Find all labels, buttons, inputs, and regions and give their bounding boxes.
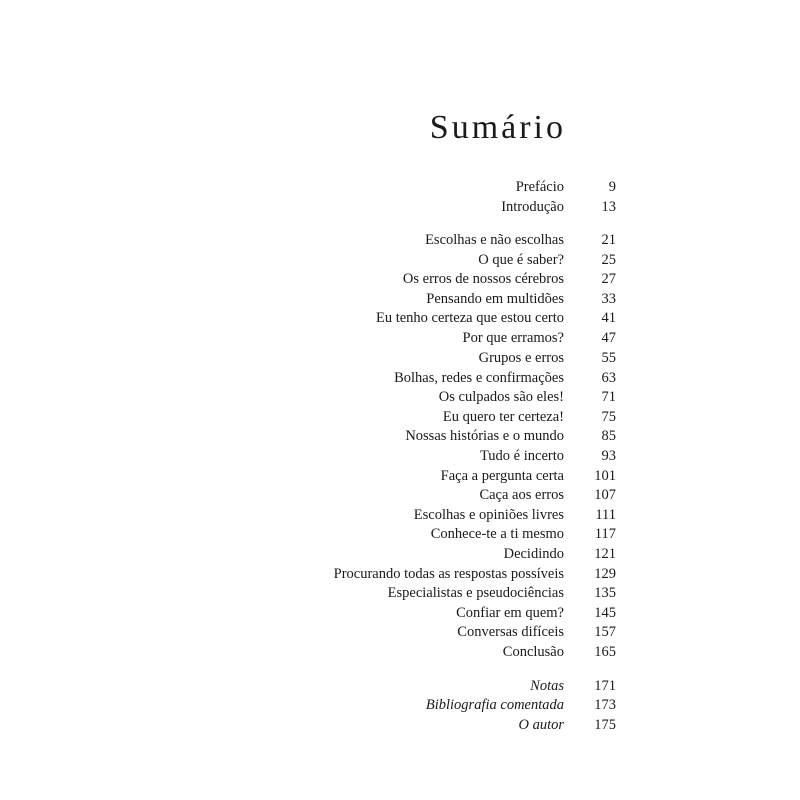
toc-entry-page: 47 [601, 329, 616, 346]
toc-entry [300, 603, 616, 623]
toc-entry-page: 33 [601, 290, 616, 307]
toc-entry-title: Tudo é incerto [479, 447, 564, 464]
toc-entry-title: O que é saber? [478, 251, 564, 268]
toc-entry-page: 101 [594, 467, 616, 484]
toc-entry-page: 41 [601, 309, 616, 326]
toc-entry-title: Notas [530, 677, 564, 694]
toc-entry-page: 107 [594, 486, 616, 503]
toc-entry-title: Faça a pergunta certa [440, 467, 564, 484]
toc-entry-title: Prefácio [515, 178, 564, 195]
toc-entry-title: Escolhas e opiniões livres [413, 506, 564, 523]
toc-entry [300, 250, 616, 270]
toc-entry-page: 121 [594, 545, 616, 562]
toc-entry [300, 505, 616, 525]
toc-entry [300, 308, 616, 328]
toc-entry-page: 175 [594, 716, 616, 733]
toc-entry-title: Nossas histórias e o mundo [405, 427, 564, 444]
toc-entry-page: 157 [594, 623, 616, 640]
toc-entry-title: O autor [518, 716, 564, 733]
toc-entry-title: Bolhas, redes e confirmações [394, 369, 564, 386]
toc-entry [300, 446, 616, 466]
toc-entry [300, 524, 616, 544]
toc-entry [300, 230, 616, 250]
toc-entry-page: 63 [601, 369, 616, 386]
toc-entry [300, 695, 616, 715]
toc-entry [300, 348, 616, 368]
toc-entry [300, 197, 616, 217]
toc-entry [300, 715, 616, 735]
toc-entry-page: 165 [594, 643, 616, 660]
toc-entry-page: 145 [594, 604, 616, 621]
toc-entry-page: 75 [601, 408, 616, 425]
toc-entry [300, 177, 616, 197]
toc-entry-page: 21 [601, 231, 616, 248]
toc-entry-title: Pensando em multidões [426, 290, 564, 307]
toc-entry-page: 9 [608, 178, 616, 195]
toc-entry-page: 13 [601, 198, 616, 215]
toc-entry-title: Confiar em quem? [456, 604, 564, 621]
toc-entry-title: Grupos e erros [478, 349, 564, 366]
toc-entry [300, 426, 616, 446]
toc-entry [300, 485, 616, 505]
toc-entry-title: Procurando todas as respostas possíveis [333, 565, 564, 582]
toc-entry-page: 135 [594, 584, 616, 601]
toc-entry [300, 466, 616, 486]
toc-entry-title: Por que erramos? [462, 329, 564, 346]
toc-entry [300, 387, 616, 407]
toc-entry-title: Conversas difíceis [457, 623, 564, 640]
toc-entry-title: Eu quero ter certeza! [442, 408, 564, 425]
toc-entry [300, 269, 616, 289]
toc-entry-title: Os erros de nossos cérebros [402, 270, 564, 287]
toc-entry-page: 117 [594, 525, 616, 542]
toc-entry [300, 289, 616, 309]
toc-entry-title: Introdução [501, 198, 564, 215]
toc-entry-page: 171 [594, 677, 616, 694]
toc-entry-page: 27 [601, 270, 616, 287]
toc-entry [300, 564, 616, 584]
toc-entry-title: Conclusão [502, 643, 564, 660]
toc-entry-page: 111 [595, 506, 616, 523]
toc-entry [300, 583, 616, 603]
toc-entry-title: Os culpados são eles! [438, 388, 564, 405]
toc-entry-title: Conhece-te a ti mesmo [430, 525, 564, 542]
toc-entry-page: 173 [594, 696, 616, 713]
toc-entry [300, 328, 616, 348]
toc-entry-page: 71 [601, 388, 616, 405]
toc-entry-title: Eu tenho certeza que estou certo [375, 309, 564, 326]
toc-entry [300, 544, 616, 564]
toc-entry-title: Decidindo [503, 545, 564, 562]
toc-entry [300, 676, 616, 696]
toc-entry-title: Escolhas e não escolhas [425, 231, 564, 248]
toc-entry [300, 368, 616, 388]
toc-entry-page: 93 [601, 447, 616, 464]
toc-entry [300, 642, 616, 662]
toc-entry-page: 85 [601, 427, 616, 444]
toc-entry-title: Bibliografia comentada [425, 696, 564, 713]
toc-entry-title: Caça aos erros [479, 486, 564, 503]
page-title: Sumário [429, 109, 566, 146]
toc-entry [300, 407, 616, 427]
toc-entry-page: 129 [594, 565, 616, 582]
toc-entry [300, 622, 616, 642]
toc-entry-page: 25 [601, 251, 616, 268]
toc-entry-title: Especialistas e pseudociências [387, 584, 564, 601]
toc-entry-page: 55 [601, 349, 616, 366]
